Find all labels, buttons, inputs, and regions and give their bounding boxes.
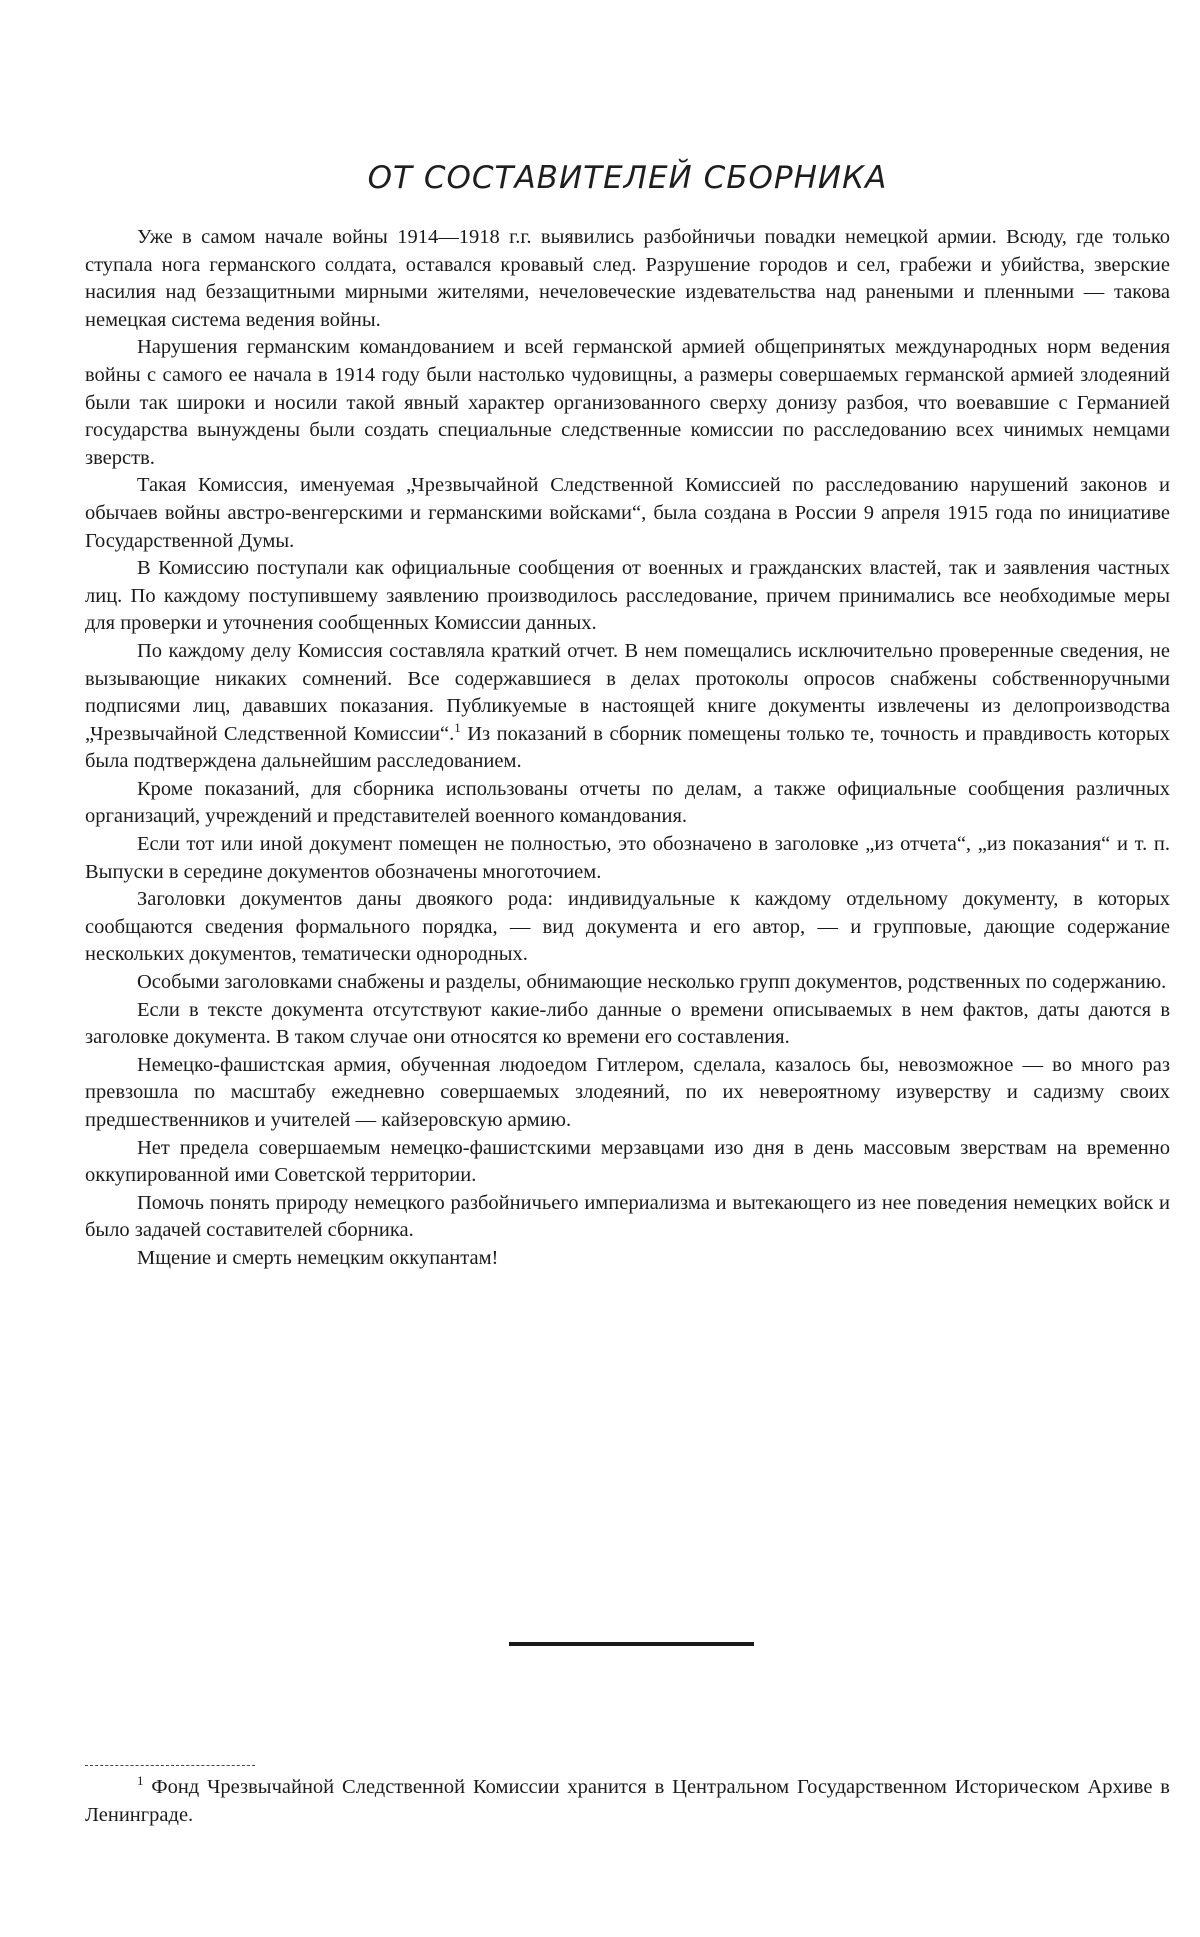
paragraph: Немецко-фашистская армия, обученная людоедом Гитлером, сделала, казалось бы, невозможное — во много раз превзошла по масштабу ежедневно совершаемых злодеяний, по их невероятному изуверству и садизму своих предшественников и учителей — кайзеровскую армию.: [85, 1053, 1170, 1131]
page-title: ОТ СОСТАВИТЕЛЕЙ СБОРНИКА: [367, 160, 888, 196]
footnote-marker: 1: [137, 1773, 144, 1788]
paragraph: Кроме показаний, для сборника использованы отчеты по делам, а также официальные сообщения различных организаций, учреждений и представителей военного командования.: [85, 777, 1170, 828]
section-divider: [509, 1642, 754, 1646]
paragraph: В Комиссию поступали как официальные сообщения от военных и гражданских властей, так и заявления частных лиц. По каждому поступившему заявлению производилось расследование, причем принимались все необходимые меры для проверки и уточнения сообщенных Комиссии данных.: [85, 557, 1170, 635]
paragraph: Нет предела совершаемым немецко-фашистскими мерзавцами изо дня в день массовым зверствам на временно оккупированной ими Советской территории.: [85, 1136, 1170, 1187]
footnote-text: Фонд Чрезвычайной Следственной Комиссии хранится в Центральном Государственном Историческом Архиве в Ленинграде.: [85, 1776, 1170, 1826]
closing-line: Мщение и смерть немецким оккупантам!: [137, 1246, 499, 1269]
paragraph: Если тот или иной документ помещен не полностью, это обозначено в заголовке „из отчета“, „из показания“ и т. п. Выпуски в середине документов обозначены многоточием.: [85, 833, 1170, 883]
paragraph: Заголовки документов даны двоякого рода: индивидуальные к каждому отдельному документу, в которых сообщаются сведения формального порядка, — вид документа и его автор, — и групповые, дающие содержание нескольких документов, тематически однородных.: [85, 888, 1170, 966]
paragraph-with-footnote: [85, 638, 1170, 776]
footnote-divider: [85, 1765, 255, 1766]
preface-body: [85, 224, 1170, 1273]
paragraph: Уже в самом начале войны 1914—1918 г.г. выявились разбойничьи повадки немецкой армии. Всюду, где только ступала нога германского солдата, оставался кровавый след. Разрушение городов и сел, грабежи и убийства, зверские насилия над беззащитными мирными жителями, нечеловеческие издевательства над ранеными и пленными — такова немецкая система ведения войны.: [85, 226, 1170, 331]
paragraph-text-continued: Из показаний в сборник помещены только те, точность и правдивость которых была подтверждена дальнейшим расследованием.: [85, 722, 1170, 773]
paragraph: Помочь понять природу немецкого разбойничьего империализма и вытекающего из нее поведения немецких войск и было задачей составителей сборника.: [85, 1191, 1170, 1242]
paragraph: Такая Комиссия, именуемая „Чрезвычайной Следственной Комиссией по расследованию нарушений законов и обычаев войны австро-венгерскими и германскими войсками“, была создана в России 9 апреля 1915 года по инициативе Государственной Думы.: [85, 474, 1170, 552]
paragraph: Особыми заголовками снабжены и разделы, обнимающие несколько групп документов, родственных по содержанию.: [137, 971, 1167, 994]
paragraph-text: По каждому делу Комиссия составляла краткий отчет. В нем помещались исключительно проверенные сведения, не вызывающие никаких сомнений. Все содержавшиеся в делах протоколы опросов снабжены собственноручными подписями лиц, дававших показания. Публикуемые в настоящей книге документы извлечены из делопроизводства „Чрезвычайной Следственной Комиссии“.: [85, 639, 1170, 745]
footnote-reference: 1: [454, 719, 461, 735]
paragraph: Если в тексте документа отсутствуют какие-либо данные о времени описываемых в нем фактов, даты даются в заголовке документа. В таком случае они относятся ко времени его составления.: [85, 998, 1170, 1049]
paragraph: Нарушения германским командованием и всей германской армией общепринятых международных норм ведения войны с самого ее начала в 1914 году были настолько чудовищны, а размеры совершаемых германской армией злодеяний были так широки и носили такой явный характер организованного сверху донизу разбоя, что воевавшие с Германией государства вынуждены были создать специальные следственные комиссии по расследованию всех чинимых немцами зверств.: [85, 336, 1170, 469]
footnote: [85, 1774, 1170, 1829]
